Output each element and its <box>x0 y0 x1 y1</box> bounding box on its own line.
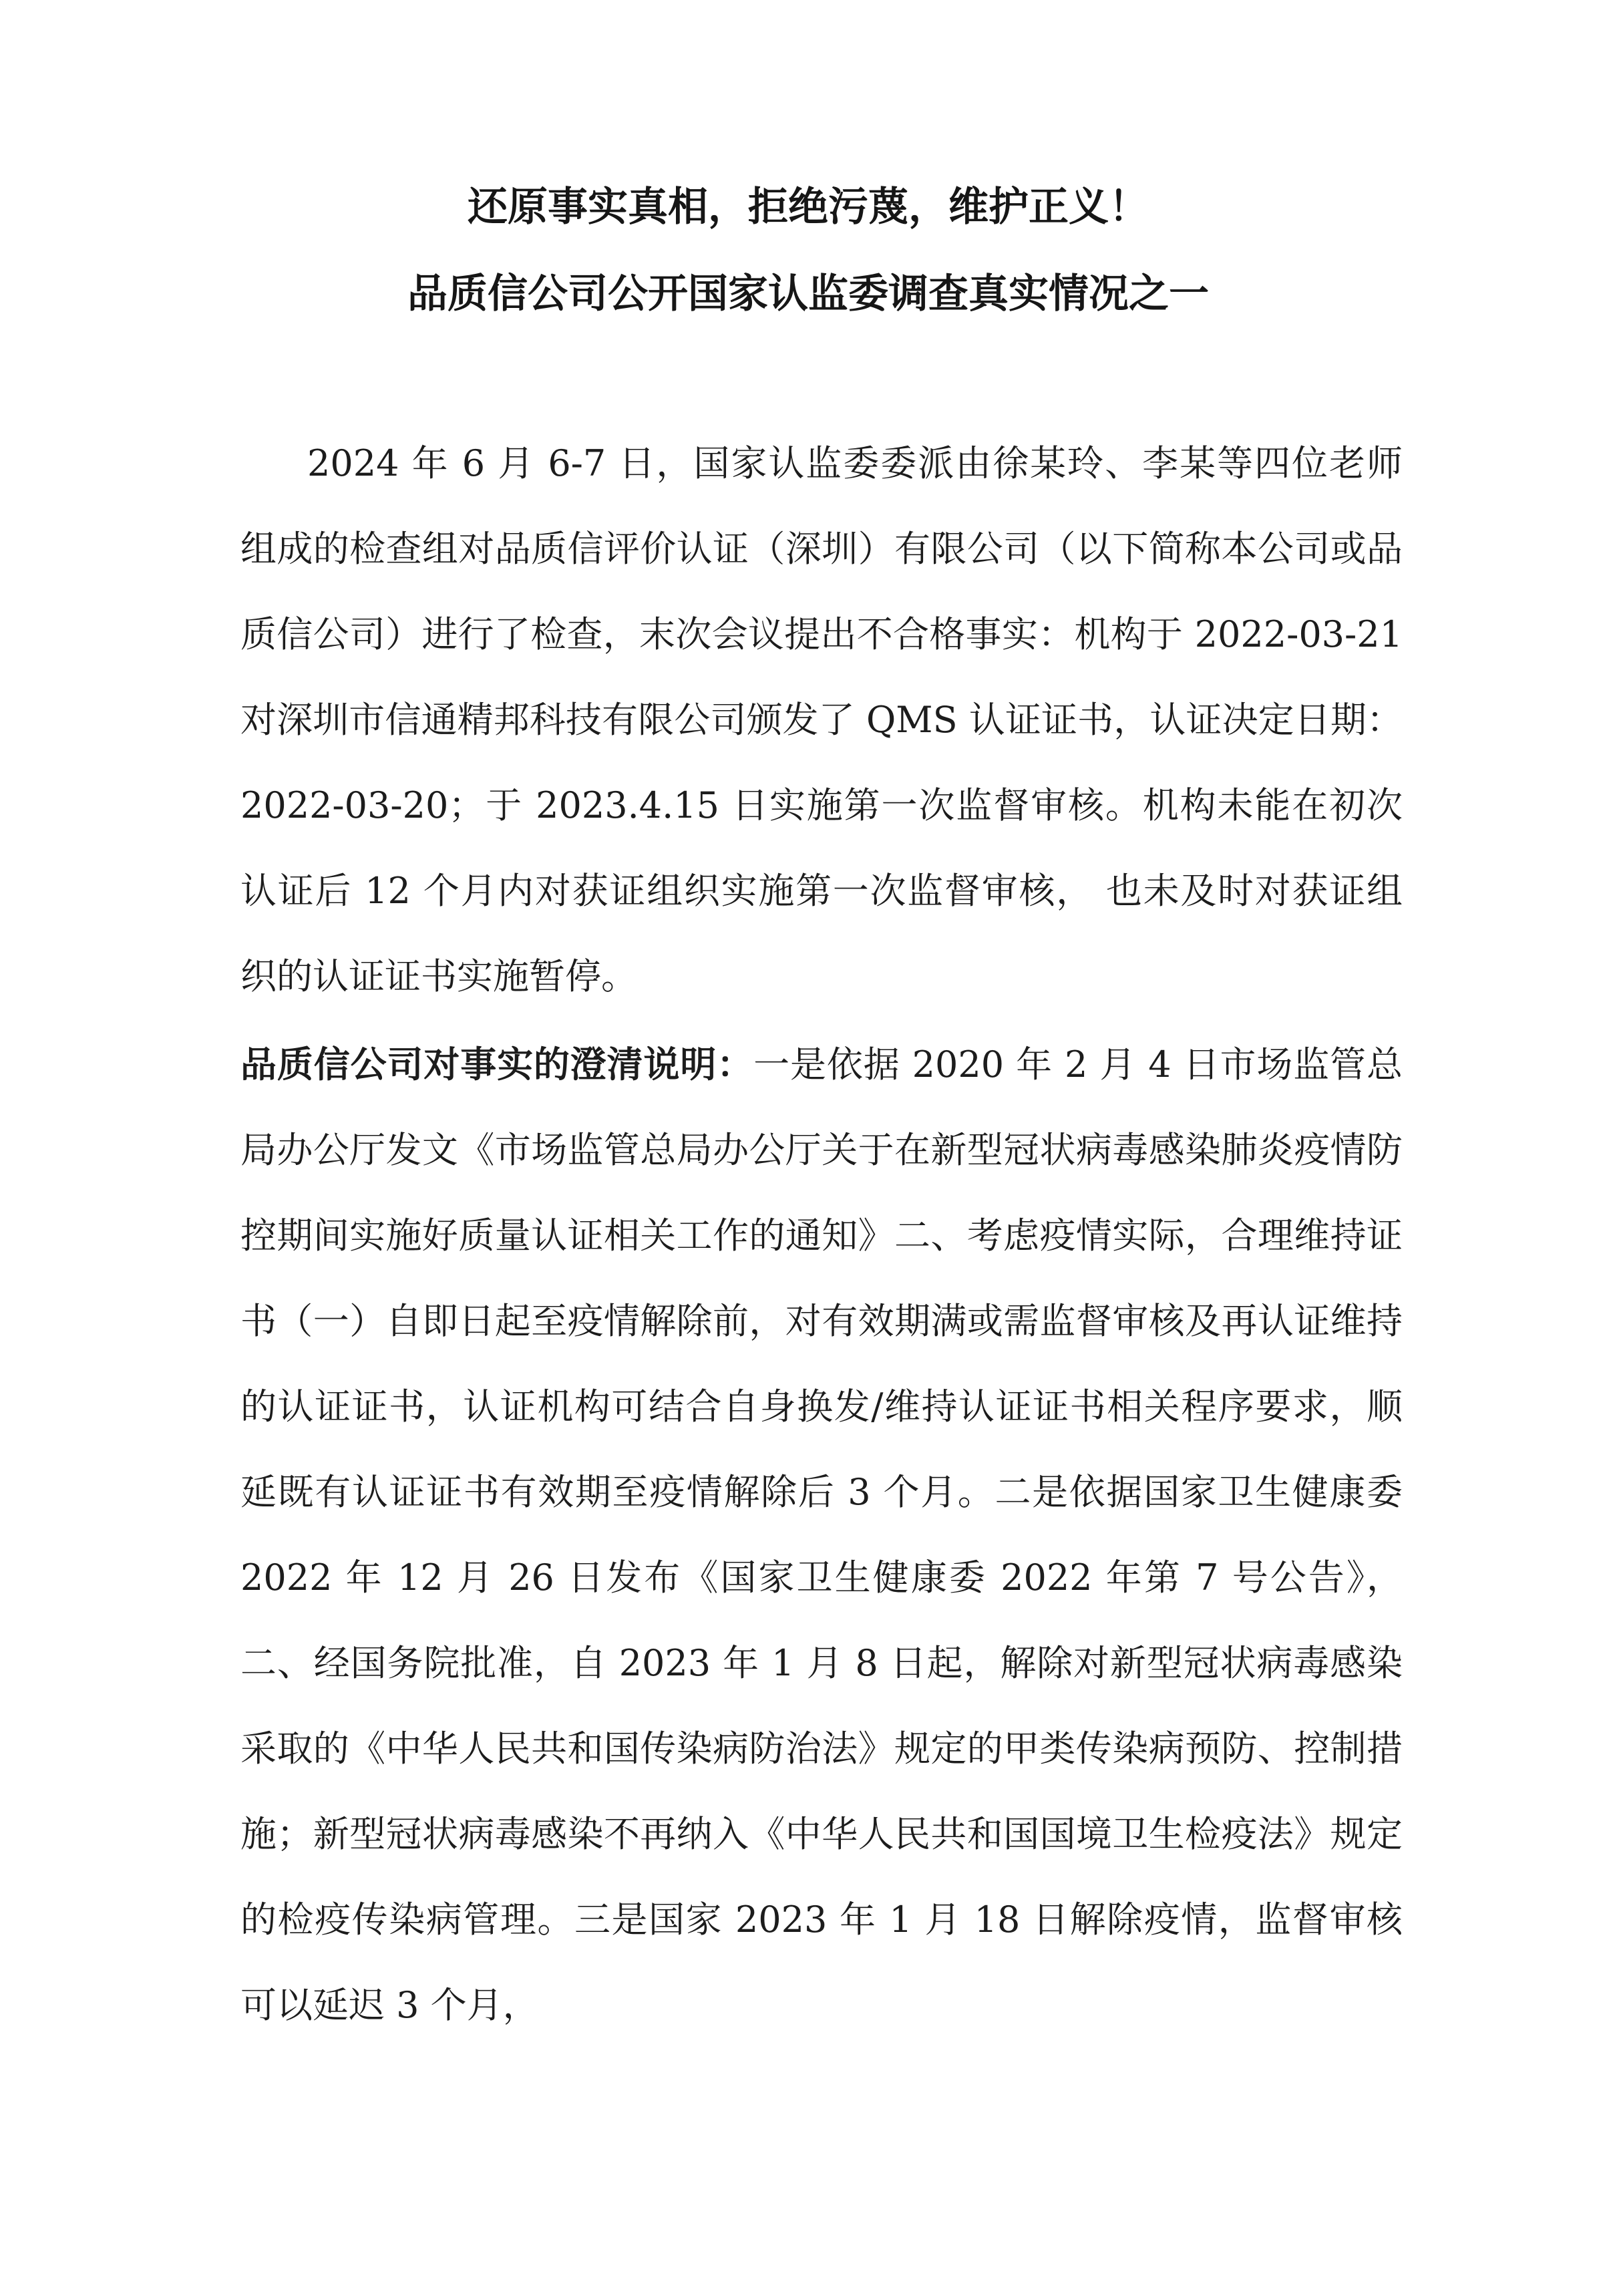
document-title-line1: 还原事实真相，拒绝污蔑，维护正义！ <box>468 184 1149 230</box>
document-title-line2: 品质信公司公开国家认监委调查真实情况之一 <box>407 271 1209 317</box>
paragraph-clarification <box>240 1022 1403 2048</box>
clarification-body: 一是依据 2020 年 2 月 4 日市场监管总局办公厅发文《市场监管总局办公厅关于在新型冠状病毒感染肺炎疫情防控期间实施好质量认证相关工作的通知》二、考虑疫情实际，合理维持证书（一）自即日起至疫情解除前，对有效期满或需监督审核及再认证维持的认证证书，认证机构可结合自身换发/维持认证证书相关程序要求，顺延既有认证证书有效期至疫情解除后 3 个月。二是依据国家卫生健康委 2022 年 12 月 26 日发布《国家卫生健康委 2022 年第 7 号公告》，二、经国务院批准，自 2023 年 1 月 8 日起，解除对新型冠状病毒感染采取的《中华人民共和国传染病防治法》规定的甲类传染病预防、控制措施；新型冠状病毒感染不再纳入《中华人民共和国国境卫生检疫法》规定的检疫传染病管理。三是国家 2023 年 1 月 18 日解除疫情，监督审核可以延迟 3 个月， <box>240 1043 1403 2026</box>
clarification-lead: 品质信公司对事实的澄清说明： <box>240 1043 754 1086</box>
paragraph-inspection-finding: 2024 年 6 月 6-7 日，国家认监委委派由徐某玲、李某等四位老师组成的检查组对品质信评价认证（深圳）有限公司（以下简称本公司或品质信公司）进行了检查，末次会议提出不合格事实：机构于 2022-03-21 对深圳市信通精邦科技有限公司颁发了 QMS 认证证书，认证决定日期：2022-03-20；于 2023.4.15 日实施第一次监督审核。机构未能在初次认证后 12 个月内对获证组织实施第一次监督审核， 也未及时对获证组织的认证证书实施暂停。 <box>240 442 1403 997</box>
